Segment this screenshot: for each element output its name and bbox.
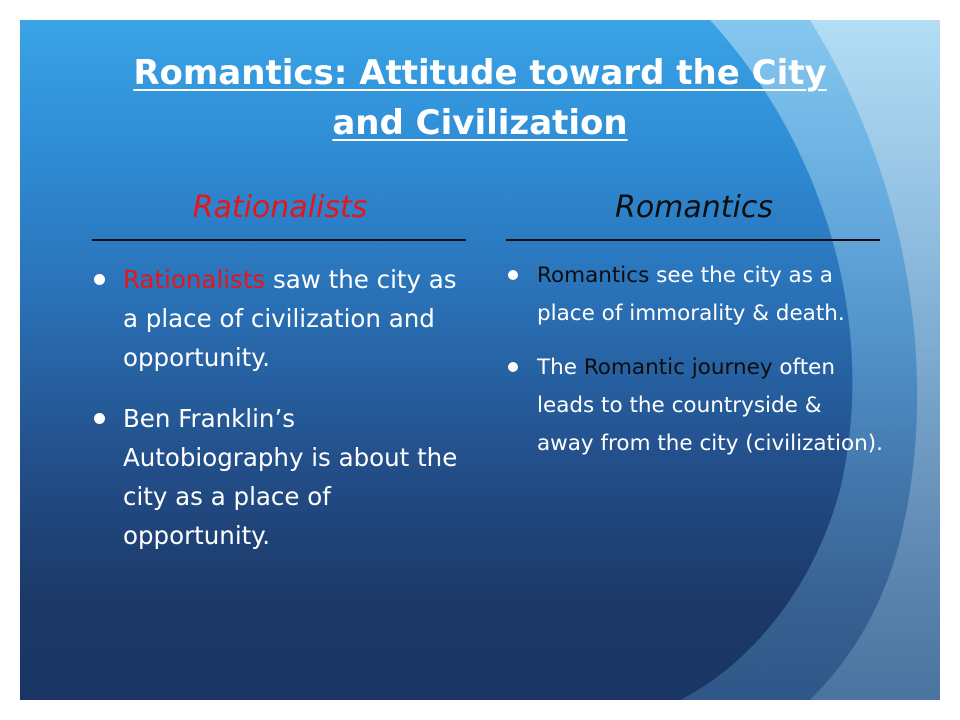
- bullet-prefix: The: [537, 355, 584, 380]
- list-item: [504, 257, 884, 333]
- romantics-bullet-list: [504, 257, 884, 479]
- bullet-dot-icon: [94, 274, 105, 285]
- list-item: [90, 260, 470, 377]
- bullet-highlight: Romantics: [537, 263, 650, 288]
- slide-title: [60, 48, 900, 148]
- bullet-dot-icon: [508, 362, 518, 372]
- romantics-heading-underline: [506, 239, 880, 241]
- list-item: [90, 399, 470, 555]
- slide: [20, 20, 940, 700]
- bullet-text: city as a place of civilization and opportunity.: [123, 265, 457, 372]
- list-item: [504, 349, 884, 463]
- bullet-highlight: Rationalists: [123, 265, 266, 294]
- bullet-text: saw the: [265, 265, 369, 294]
- romantics-heading: Romantics: [614, 190, 774, 225]
- rationalists-bullet-list: [90, 260, 470, 577]
- rationalists-heading: Rationalists: [192, 190, 368, 225]
- slide-title-line-2: and Civilization: [332, 103, 628, 143]
- slide-title-line-1: Romantics: Attitude toward the City: [133, 53, 827, 93]
- bullet-dot-icon: [94, 413, 105, 424]
- bullet-text: see the city as a place of immorality & death.: [537, 263, 845, 326]
- bullet-text: Ben Franklin’s Autobiography is about the city as a place of opportunity.: [123, 404, 458, 550]
- rationalists-heading-underline: [92, 239, 466, 241]
- bullet-dot-icon: [508, 270, 518, 280]
- bullet-text: often leads to the countryside & away from the city (civilization).: [537, 355, 883, 456]
- bullet-highlight: Romantic journey: [583, 355, 773, 380]
